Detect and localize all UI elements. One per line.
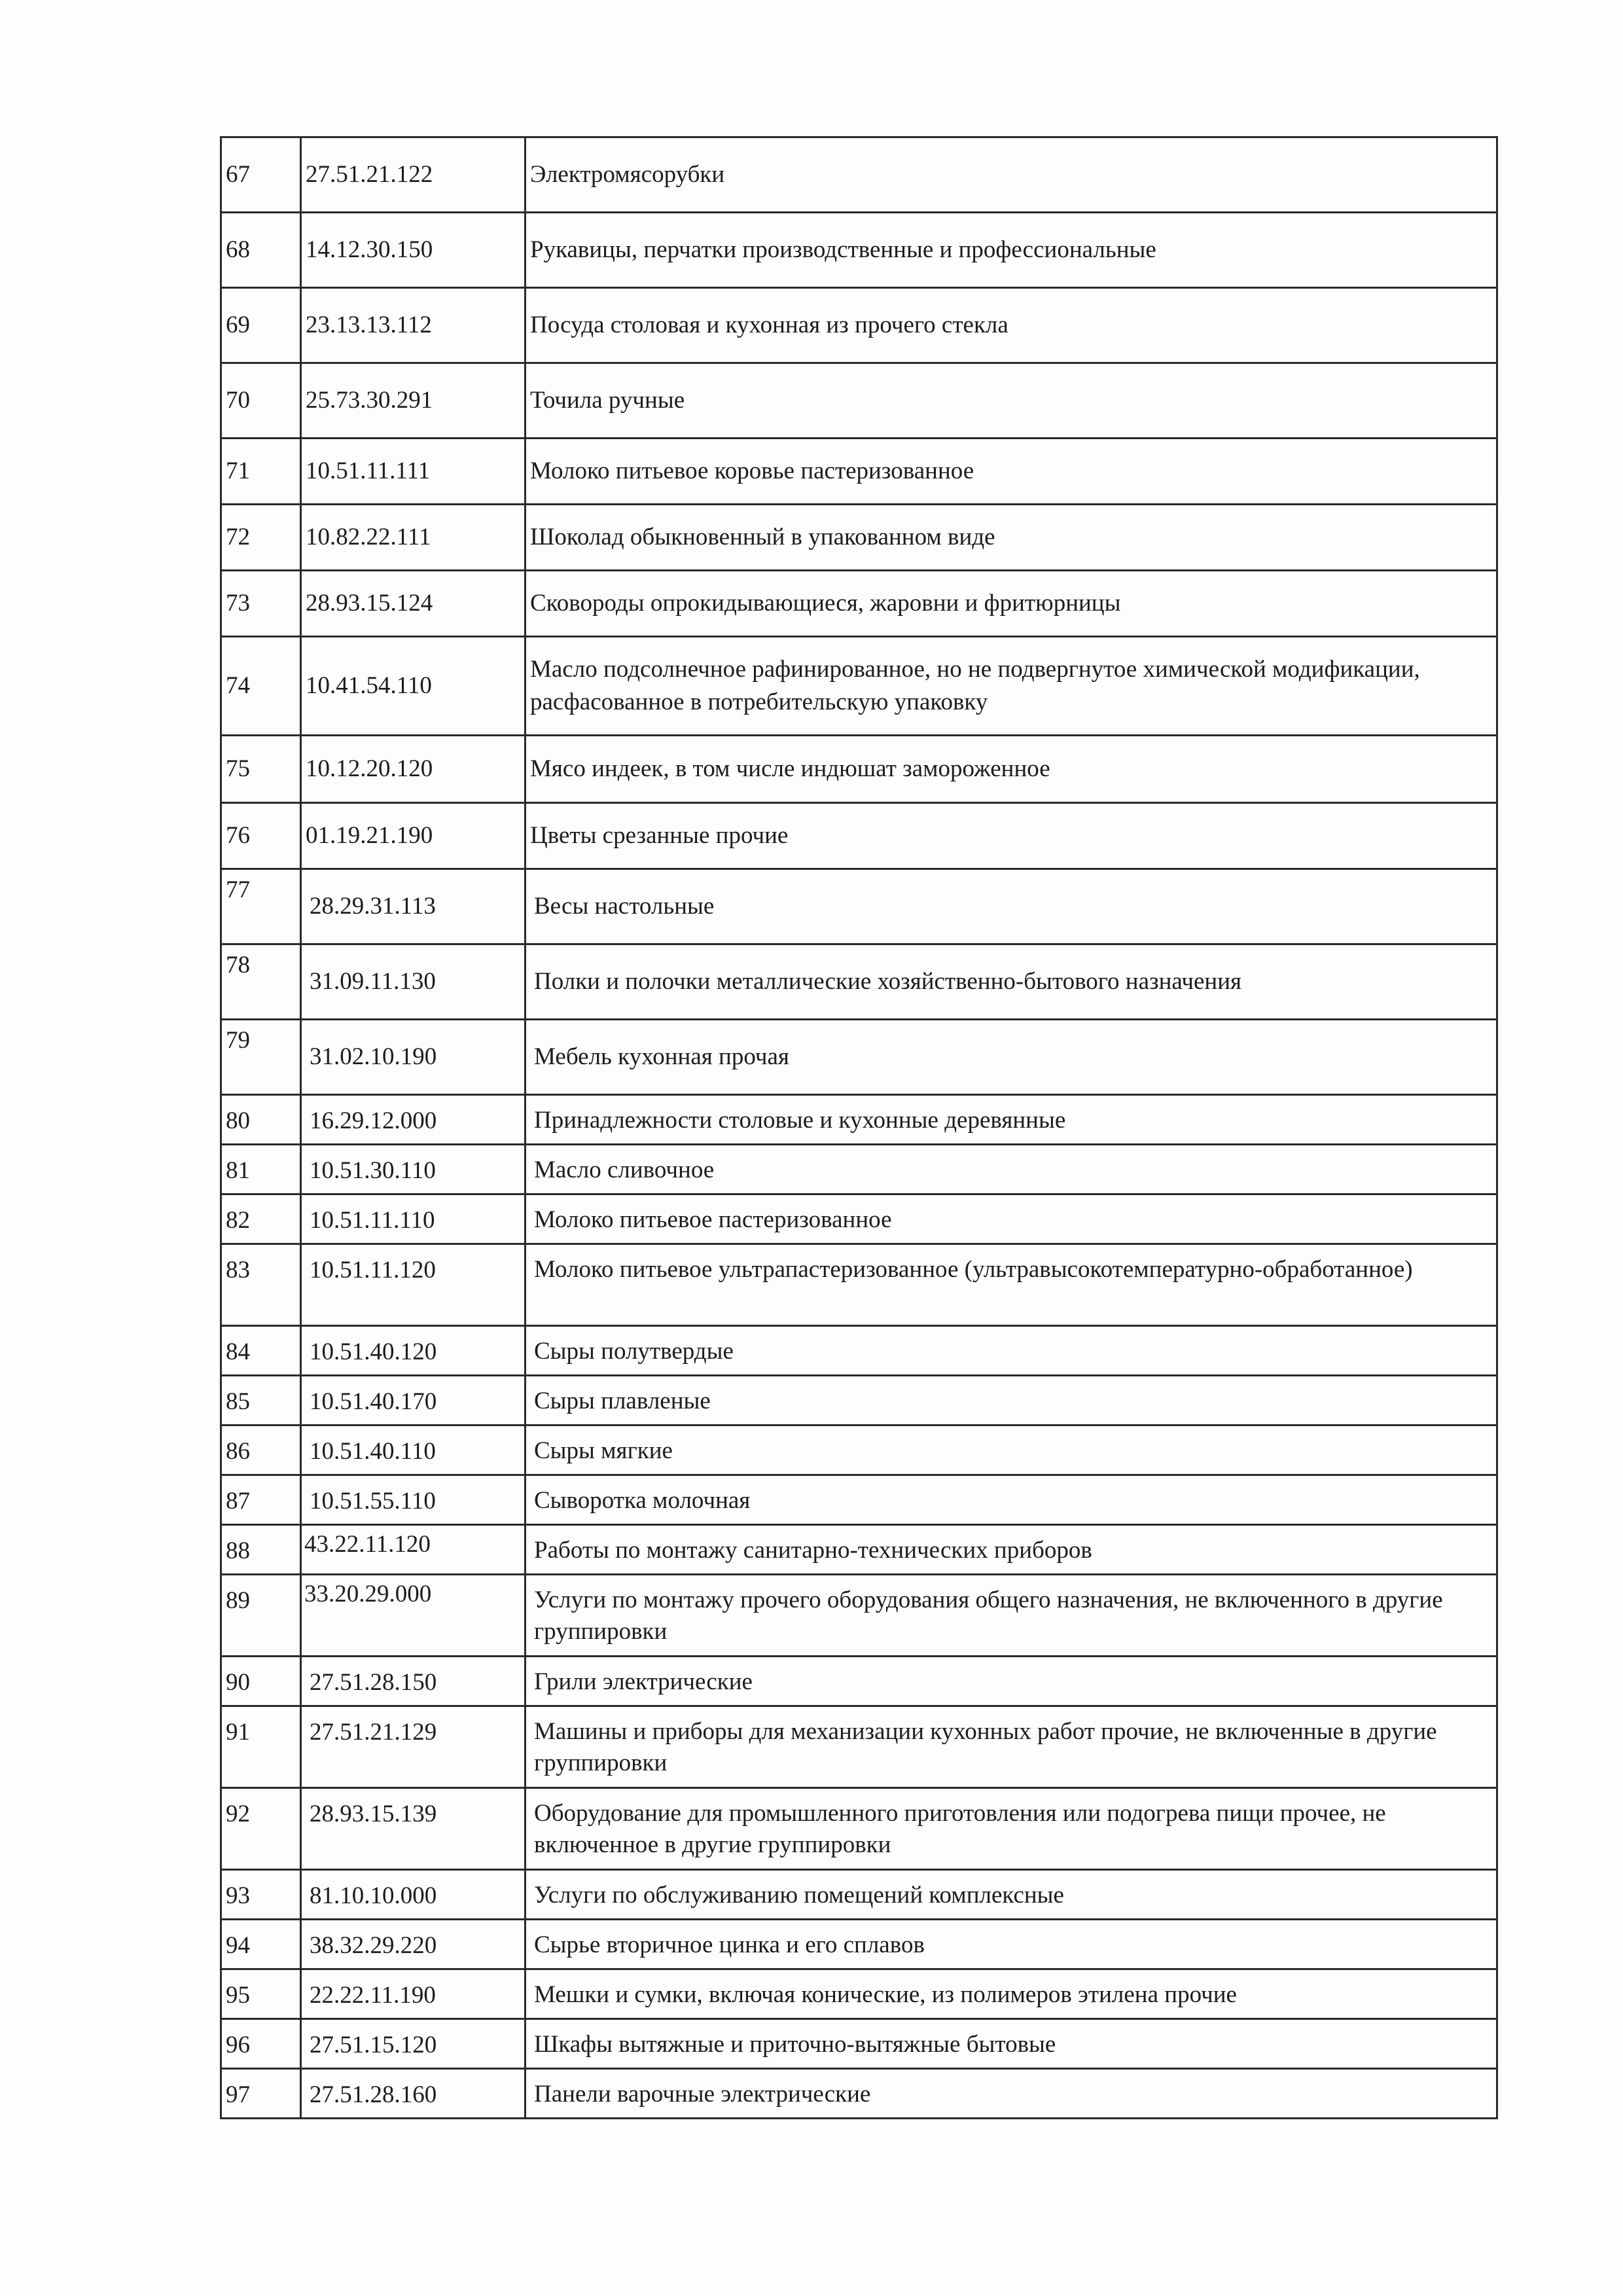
item-name: Масло сливочное	[526, 1145, 1497, 1194]
row-number: 94	[221, 1920, 301, 1969]
item-name: Панели варочные электрические	[526, 2069, 1497, 2119]
table-row	[221, 1706, 1497, 1788]
okpd-code: 31.09.11.130	[301, 944, 526, 1020]
item-name: Сыры плавленые	[526, 1376, 1497, 1426]
table-row	[221, 1145, 1497, 1194]
table-row	[221, 571, 1497, 637]
row-number: 93	[221, 1870, 301, 1920]
item-name: Сыворотка молочная	[526, 1475, 1497, 1525]
okpd-code: 27.51.28.150	[301, 1657, 526, 1706]
row-number: 84	[221, 1326, 301, 1376]
okpd-code: 10.51.40.170	[301, 1376, 526, 1426]
item-name: Сковороды опрокидывающиеся, жаровни и фритюрницы	[526, 571, 1497, 637]
row-number: 82	[221, 1194, 301, 1244]
row-number: 87	[221, 1475, 301, 1525]
table-row	[221, 1525, 1497, 1575]
table-row	[221, 1475, 1497, 1525]
table-row	[221, 1788, 1497, 1870]
okpd-code: 38.32.29.220	[301, 1920, 526, 1969]
table-row	[221, 213, 1497, 288]
okpd-code: 43.22.11.120	[301, 1525, 526, 1575]
item-name: Шоколад обыкновенный в упакованном виде	[526, 505, 1497, 571]
row-number: 76	[221, 803, 301, 869]
okpd-code: 22.22.11.190	[301, 1969, 526, 2019]
table-row	[221, 869, 1497, 944]
okpd-code: 27.51.15.120	[301, 2019, 526, 2069]
item-name: Мешки и сумки, включая конические, из полимеров этилена прочие	[526, 1969, 1497, 2019]
row-number: 67	[221, 137, 301, 213]
row-number: 73	[221, 571, 301, 637]
item-name: Весы настольные	[526, 869, 1497, 944]
table-row	[221, 944, 1497, 1020]
item-name: Молоко питьевое пастеризованное	[526, 1194, 1497, 1244]
row-number: 88	[221, 1525, 301, 1575]
okpd-code: 81.10.10.000	[301, 1870, 526, 1920]
item-name: Посуда столовая и кухонная из прочего стекла	[526, 288, 1497, 363]
okpd-code: 23.13.13.112	[301, 288, 526, 363]
row-number: 83	[221, 1244, 301, 1326]
item-name: Цветы срезанные прочие	[526, 803, 1497, 869]
table-row	[221, 1020, 1497, 1095]
table-row	[221, 288, 1497, 363]
table-row	[221, 736, 1497, 803]
item-name: Услуги по обслуживанию помещений комплексные	[526, 1870, 1497, 1920]
row-number: 90	[221, 1657, 301, 1706]
row-number: 86	[221, 1426, 301, 1475]
item-name: Машины и приборы для механизации кухонных работ прочие, не включенные в другие группировки	[526, 1706, 1497, 1788]
item-name: Молоко питьевое ультрапастеризованное (ультравысокотемпературно-обработанное)	[526, 1244, 1497, 1326]
okpd-code: 14.12.30.150	[301, 213, 526, 288]
okpd-code: 10.82.22.111	[301, 505, 526, 571]
item-name: Молоко питьевое коровье пастеризованное	[526, 439, 1497, 505]
okpd-code: 10.12.20.120	[301, 736, 526, 803]
table-row	[221, 439, 1497, 505]
table-row	[221, 1920, 1497, 1969]
table-row	[221, 137, 1497, 213]
item-name: Услуги по монтажу прочего оборудования общего назначения, не включенного в другие группировки	[526, 1575, 1497, 1657]
row-number: 80	[221, 1095, 301, 1145]
row-number: 78	[221, 944, 301, 1020]
row-number: 95	[221, 1969, 301, 2019]
row-number: 69	[221, 288, 301, 363]
table-row	[221, 1575, 1497, 1657]
table-row	[221, 1244, 1497, 1326]
row-number: 68	[221, 213, 301, 288]
row-number: 96	[221, 2019, 301, 2069]
okpd-code: 10.51.55.110	[301, 1475, 526, 1525]
okpd-code: 10.51.11.110	[301, 1194, 526, 1244]
item-name: Мебель кухонная прочая	[526, 1020, 1497, 1095]
row-number: 92	[221, 1788, 301, 1870]
table-row	[221, 1194, 1497, 1244]
table-row	[221, 2019, 1497, 2069]
item-name: Электромясорубки	[526, 137, 1497, 213]
table-row	[221, 1095, 1497, 1145]
table-row	[221, 1426, 1497, 1475]
table-row	[221, 637, 1497, 736]
row-number: 72	[221, 505, 301, 571]
table-row	[221, 363, 1497, 439]
okpd-code: 10.51.40.120	[301, 1326, 526, 1376]
item-name: Сырье вторичное цинка и его сплавов	[526, 1920, 1497, 1969]
okpd-code: 16.29.12.000	[301, 1095, 526, 1145]
item-name: Сыры мягкие	[526, 1426, 1497, 1475]
row-number: 81	[221, 1145, 301, 1194]
item-name: Масло подсолнечное рафинированное, но не подвергнутое химической модификации, расфасованное в потребительскую упаковку	[526, 637, 1497, 736]
row-number: 70	[221, 363, 301, 439]
okpd-table-body	[221, 137, 1497, 2119]
item-name: Мясо индеек, в том числе индюшат замороженное	[526, 736, 1497, 803]
table-row	[221, 1969, 1497, 2019]
okpd-code: 10.51.11.111	[301, 439, 526, 505]
okpd-code: 28.29.31.113	[301, 869, 526, 944]
table-row	[221, 2069, 1497, 2119]
row-number: 89	[221, 1575, 301, 1657]
item-name: Сыры полутвердые	[526, 1326, 1497, 1376]
row-number: 74	[221, 637, 301, 736]
okpd-code: 27.51.28.160	[301, 2069, 526, 2119]
row-number: 85	[221, 1376, 301, 1426]
item-name: Точила ручные	[526, 363, 1497, 439]
okpd-code: 33.20.29.000	[301, 1575, 526, 1657]
item-name: Полки и полочки металлические хозяйственно-бытового назначения	[526, 944, 1497, 1020]
row-number: 75	[221, 736, 301, 803]
table-row	[221, 1376, 1497, 1426]
table-row	[221, 505, 1497, 571]
row-number: 77	[221, 869, 301, 944]
okpd-code: 10.41.54.110	[301, 637, 526, 736]
table-row	[221, 1657, 1497, 1706]
item-name: Грили электрические	[526, 1657, 1497, 1706]
okpd-code: 28.93.15.124	[301, 571, 526, 637]
row-number: 79	[221, 1020, 301, 1095]
row-number: 91	[221, 1706, 301, 1788]
okpd-code: 10.51.40.110	[301, 1426, 526, 1475]
item-name: Принадлежности столовые и кухонные деревянные	[526, 1095, 1497, 1145]
row-number: 71	[221, 439, 301, 505]
okpd-code: 25.73.30.291	[301, 363, 526, 439]
row-number: 97	[221, 2069, 301, 2119]
okpd-code: 10.51.11.120	[301, 1244, 526, 1326]
item-name: Рукавицы, перчатки производственные и профессиональные	[526, 213, 1497, 288]
okpd-code: 10.51.30.110	[301, 1145, 526, 1194]
table-row	[221, 803, 1497, 869]
item-name: Оборудование для промышленного приготовления или подогрева пищи прочее, не включенное в другие группировки	[526, 1788, 1497, 1870]
okpd-table	[220, 136, 1498, 2119]
okpd-code: 27.51.21.122	[301, 137, 526, 213]
item-name: Работы по монтажу санитарно-технических приборов	[526, 1525, 1497, 1575]
table-row	[221, 1870, 1497, 1920]
okpd-code: 01.19.21.190	[301, 803, 526, 869]
okpd-code: 28.93.15.139	[301, 1788, 526, 1870]
table-row	[221, 1326, 1497, 1376]
okpd-code: 27.51.21.129	[301, 1706, 526, 1788]
okpd-code: 31.02.10.190	[301, 1020, 526, 1095]
item-name: Шкафы вытяжные и приточно-вытяжные бытовые	[526, 2019, 1497, 2069]
